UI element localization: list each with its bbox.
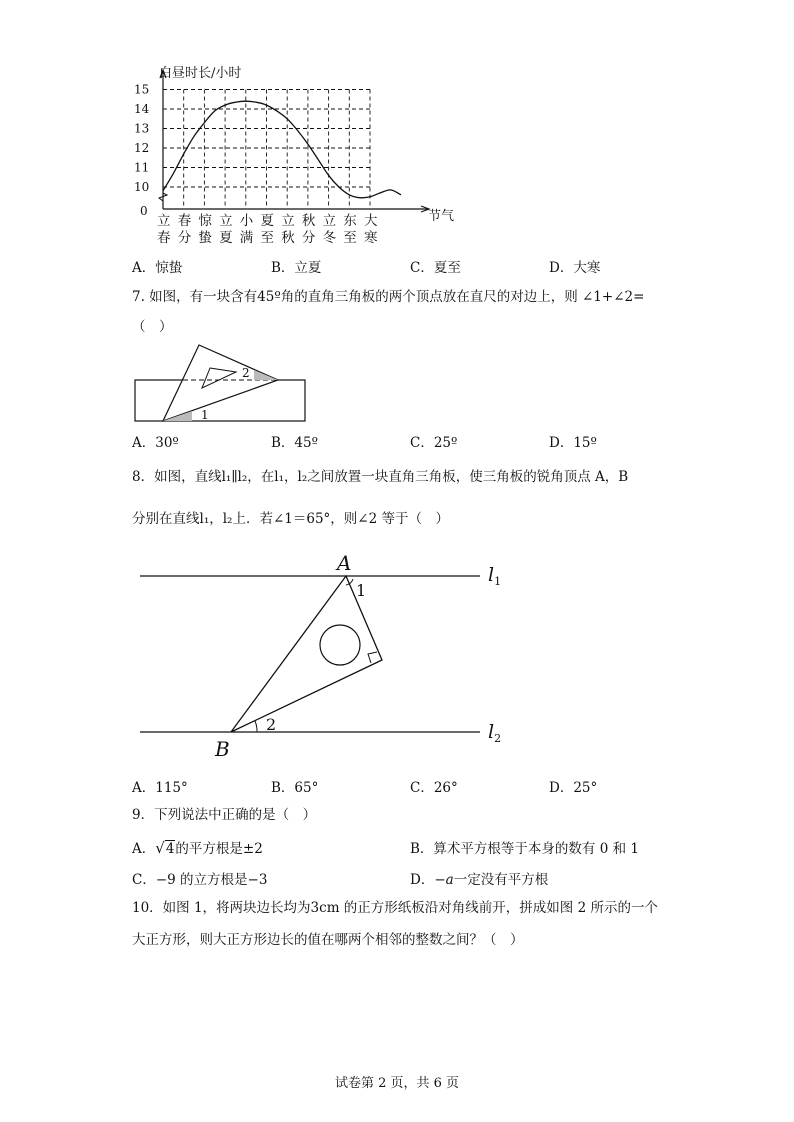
q8-stem-line2: 分别在直线l₁，l₂上．若∠1＝65°，则∠2 等于（ ） xyxy=(132,511,449,527)
x-axis-label: 节气 xyxy=(428,209,455,224)
x-tick-label-top: 立 xyxy=(157,213,171,229)
q9-option-d-text: 一定没有平方根 xyxy=(453,872,549,888)
x-tick-label-top: 立 xyxy=(281,213,295,229)
q7-option-a: A．30º xyxy=(132,435,179,451)
angle-2-arc xyxy=(255,721,257,732)
x-tick-label-bottom: 蛰 xyxy=(198,230,212,246)
x-tick-label-top: 立 xyxy=(219,213,233,229)
x-tick-label-bottom: 至 xyxy=(343,230,357,246)
chart-grid xyxy=(163,90,370,210)
x-tick-label-bottom: 春 xyxy=(157,230,171,246)
daylight-chart xyxy=(128,62,468,252)
y-tick-label: 15 xyxy=(134,82,150,97)
point-b-label: B xyxy=(215,737,230,761)
q8-option-b: B．65° xyxy=(271,780,319,796)
q7-option-d: D．15º xyxy=(549,435,597,451)
q9-option-a-text: 的平方根是±2 xyxy=(175,841,263,857)
x-tick-label-bottom: 满 xyxy=(239,230,254,246)
angle-2-label: 2 xyxy=(266,715,277,734)
y-tick-label: 14 xyxy=(134,102,150,116)
page-footer: 试卷第 2 页，共 6 页 xyxy=(334,1076,460,1091)
q9-option-d-prefix: D． xyxy=(410,872,435,888)
q7-option-b: B．45º xyxy=(271,435,318,451)
y-tick-labels xyxy=(134,83,150,219)
x-tick-label-bottom: 至 xyxy=(260,230,274,246)
sqrt-symbol: √ xyxy=(155,839,165,857)
q9-option-b: B．算术平方根等于本身的数有 0 和 1 xyxy=(410,841,639,857)
x-tick-label-top: 立 xyxy=(322,213,337,229)
line-l1-label: l xyxy=(488,564,495,586)
x-tick-label-bottom: 分 xyxy=(177,230,192,246)
y-tick-label: 0 xyxy=(140,204,148,218)
q6-option-c: C．夏至 xyxy=(410,260,461,276)
x-tick-label-bottom: 寒 xyxy=(364,230,378,246)
sqrt-radicand: 4 xyxy=(165,841,175,857)
q8-stem-line1: 8．如图，直线l₁∥l₂，在l₁，l₂之间放置一块直角三角板，使三角板的锐角顶点 A，B xyxy=(132,469,629,485)
q9-option-d xyxy=(410,868,548,888)
q7-stem-line2: （ ） xyxy=(132,319,173,335)
x-tick-label-bottom: 夏 xyxy=(219,230,233,246)
x-tick-label-top: 惊 xyxy=(198,213,212,229)
q9-stem: 9．下列说法中正确的是（ ） xyxy=(132,807,317,823)
line-l1-subscript: 1 xyxy=(494,575,502,588)
q6-option-a: A．惊蛰 xyxy=(132,260,183,276)
q9-option-c: C．−9 的立方根是−3 xyxy=(132,872,268,888)
x-tick-label-top: 东 xyxy=(343,213,357,229)
angle-1-label: 1 xyxy=(356,581,367,600)
point-a-label: A xyxy=(337,551,352,575)
q7-option-c: C．25º xyxy=(410,435,458,451)
svg-text:l1 xyxy=(488,564,501,588)
angle-1-label: 1 xyxy=(201,408,209,422)
y-tick-label: 10 xyxy=(134,180,150,194)
q9-option-a xyxy=(132,837,263,857)
q8-option-a: A．115° xyxy=(132,780,188,796)
x-tick-label-top: 小 xyxy=(239,213,254,229)
q9-option-a-prefix: A． xyxy=(132,841,156,857)
x-tick-label-top: 秋 xyxy=(301,213,316,229)
x-tick-label-top: 春 xyxy=(177,213,192,229)
x-tick-label-top: 夏 xyxy=(260,213,274,229)
q7-stem-line1: 7. 如图，有一块含有45º角的直角三角板的两个顶点放在直尺的对边上，则 ∠1+∠2= xyxy=(132,289,645,305)
q9-option-d-var: −a xyxy=(434,872,454,888)
q8-option-d: D．25° xyxy=(549,780,598,796)
y-axis-label: 白昼时长/小时 xyxy=(159,66,242,81)
q8-option-c: C．26° xyxy=(410,780,458,796)
q6-option-d: D．大寒 xyxy=(549,260,601,276)
y-tick-label: 12 xyxy=(134,141,150,155)
q10-stem-line1: 10．如图 1，将两块边长均为3cm 的正方形纸板沿对角线前开，拼成如图 2 所示的一个 xyxy=(132,900,658,916)
x-tick-labels xyxy=(157,212,378,246)
daylight-curve xyxy=(163,101,401,198)
q10-stem-line2: 大正方形，则大正方形边长的值在哪两个相邻的整数之间？（ ） xyxy=(132,932,524,948)
q8-figure xyxy=(130,548,530,763)
x-tick-label-top: 大 xyxy=(364,213,378,229)
x-tick-label-bottom: 冬 xyxy=(322,230,337,246)
line-l2-label: l xyxy=(488,721,495,743)
q6-option-b: B．立夏 xyxy=(271,260,322,276)
q7-figure xyxy=(130,340,310,425)
line-l2-subscript: 2 xyxy=(494,732,502,745)
y-tick-label: 13 xyxy=(134,121,150,136)
svg-text:l2 xyxy=(488,721,501,745)
x-tick-label-bottom: 秋 xyxy=(281,230,295,246)
y-tick-label: 11 xyxy=(134,160,150,175)
angle-2-label: 2 xyxy=(242,366,250,380)
x-tick-label-bottom: 分 xyxy=(301,230,316,246)
